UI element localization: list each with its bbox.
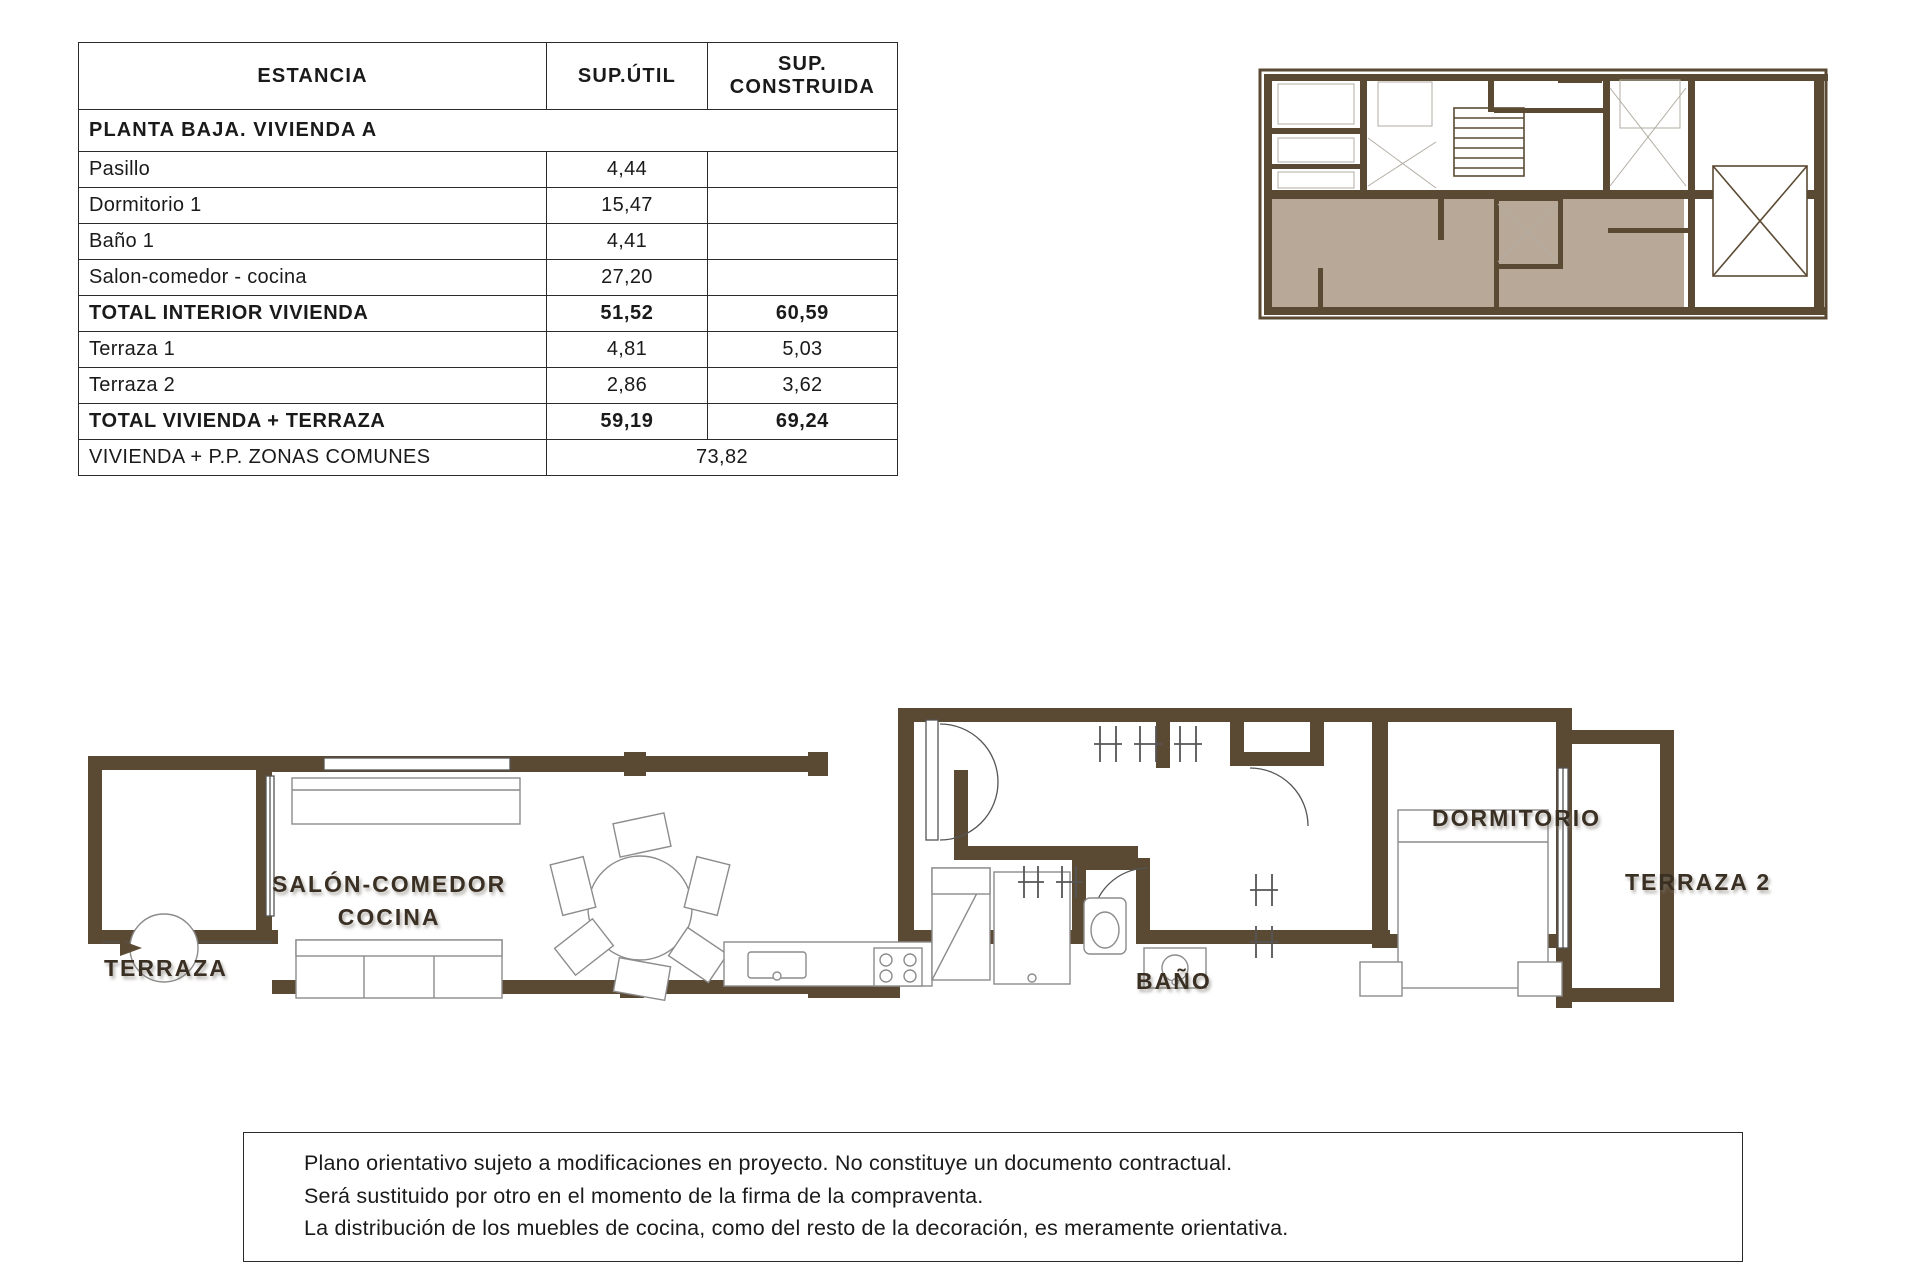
disclaimer-box xyxy=(243,1132,1743,1262)
table-header xyxy=(79,43,898,110)
room-name: Salon-comedor - cocina xyxy=(79,260,547,296)
disclaimer-line-3: La distribución de los muebles de cocina, como del resto de la decoración, es meramente orientativa. xyxy=(304,1216,1289,1241)
room-built-area: 3,62 xyxy=(707,368,897,404)
room-useful-area: 59,19 xyxy=(547,404,708,440)
room-built-area: 60,59 xyxy=(707,296,897,332)
table-body xyxy=(79,110,898,476)
room-label-terraza: TERRAZA xyxy=(104,955,228,981)
room-useful-area: 4,44 xyxy=(547,152,708,188)
table-row-total xyxy=(79,296,898,332)
table-row xyxy=(79,224,898,260)
room-name: Baño 1 xyxy=(79,224,547,260)
disclaimer-line-2: Será sustituido por otro en el momento de la firma de la compraventa. xyxy=(304,1183,984,1208)
section-title: PLANTA BAJA. VIVIENDA A xyxy=(79,110,898,152)
furniture-kitchen xyxy=(724,868,990,986)
room-label-salon-line2: COCINA xyxy=(337,904,441,931)
room-name: VIVIENDA + P.P. ZONAS COMUNES xyxy=(79,440,547,476)
disclaimer-line-1: Plano orientativo sujeto a modificaciones en proyecto. No constituye un documento contractual. xyxy=(304,1151,1233,1175)
elevator-shaft xyxy=(1713,166,1807,276)
room-name: Pasillo xyxy=(79,152,547,188)
room-label-salon-line1: SALÓN-COMEDOR xyxy=(272,871,507,897)
room-useful-area: 4,41 xyxy=(547,224,708,260)
room-label-dormitorio: DORMITORIO xyxy=(1432,805,1602,831)
room-name: Dormitorio 1 xyxy=(79,188,547,224)
room-built-area: 5,03 xyxy=(707,332,897,368)
column-header-built-area xyxy=(707,43,897,110)
common-areas-total: 73,82 xyxy=(547,440,898,476)
table-row xyxy=(79,260,898,296)
table-header-row xyxy=(79,43,898,110)
room-label-bano: BAÑO xyxy=(1136,968,1212,994)
key-plan-diagram xyxy=(1258,68,1828,320)
room-name: TOTAL INTERIOR VIVIENDA xyxy=(79,296,547,332)
table-row xyxy=(79,188,898,224)
room-useful-area: 2,86 xyxy=(547,368,708,404)
furniture-bedroom xyxy=(1360,810,1562,996)
room-useful-area: 4,81 xyxy=(547,332,708,368)
column-header-built-area-line1: SUP. xyxy=(777,53,827,75)
column-header-useful-area: SUP.ÚTIL xyxy=(547,43,708,110)
room-useful-area: 15,47 xyxy=(547,188,708,224)
room-name: Terraza 2 xyxy=(79,368,547,404)
room-useful-area: 27,20 xyxy=(547,260,708,296)
room-useful-area: 51,52 xyxy=(547,296,708,332)
column-header-built-area-line2: CONSTRUIDA xyxy=(729,76,876,98)
room-built-area xyxy=(707,224,897,260)
room-built-area xyxy=(707,260,897,296)
table-row xyxy=(79,152,898,188)
column-header-room: ESTANCIA xyxy=(79,43,547,110)
surface-area-table xyxy=(78,42,898,476)
table-row-common-areas xyxy=(79,440,898,476)
table-row-total xyxy=(79,404,898,440)
room-built-area xyxy=(707,188,897,224)
room-label-salon-comedor-cocina xyxy=(272,868,506,935)
room-name: TOTAL VIVIENDA + TERRAZA xyxy=(79,404,547,440)
table-row xyxy=(79,368,898,404)
table-row xyxy=(79,332,898,368)
table-section-row xyxy=(79,110,898,152)
room-label-terraza-2: TERRAZA 2 xyxy=(1625,869,1772,895)
room-built-area xyxy=(707,152,897,188)
room-built-area: 69,24 xyxy=(707,404,897,440)
room-name: Terraza 1 xyxy=(79,332,547,368)
keyplan-outline xyxy=(1260,70,1828,318)
